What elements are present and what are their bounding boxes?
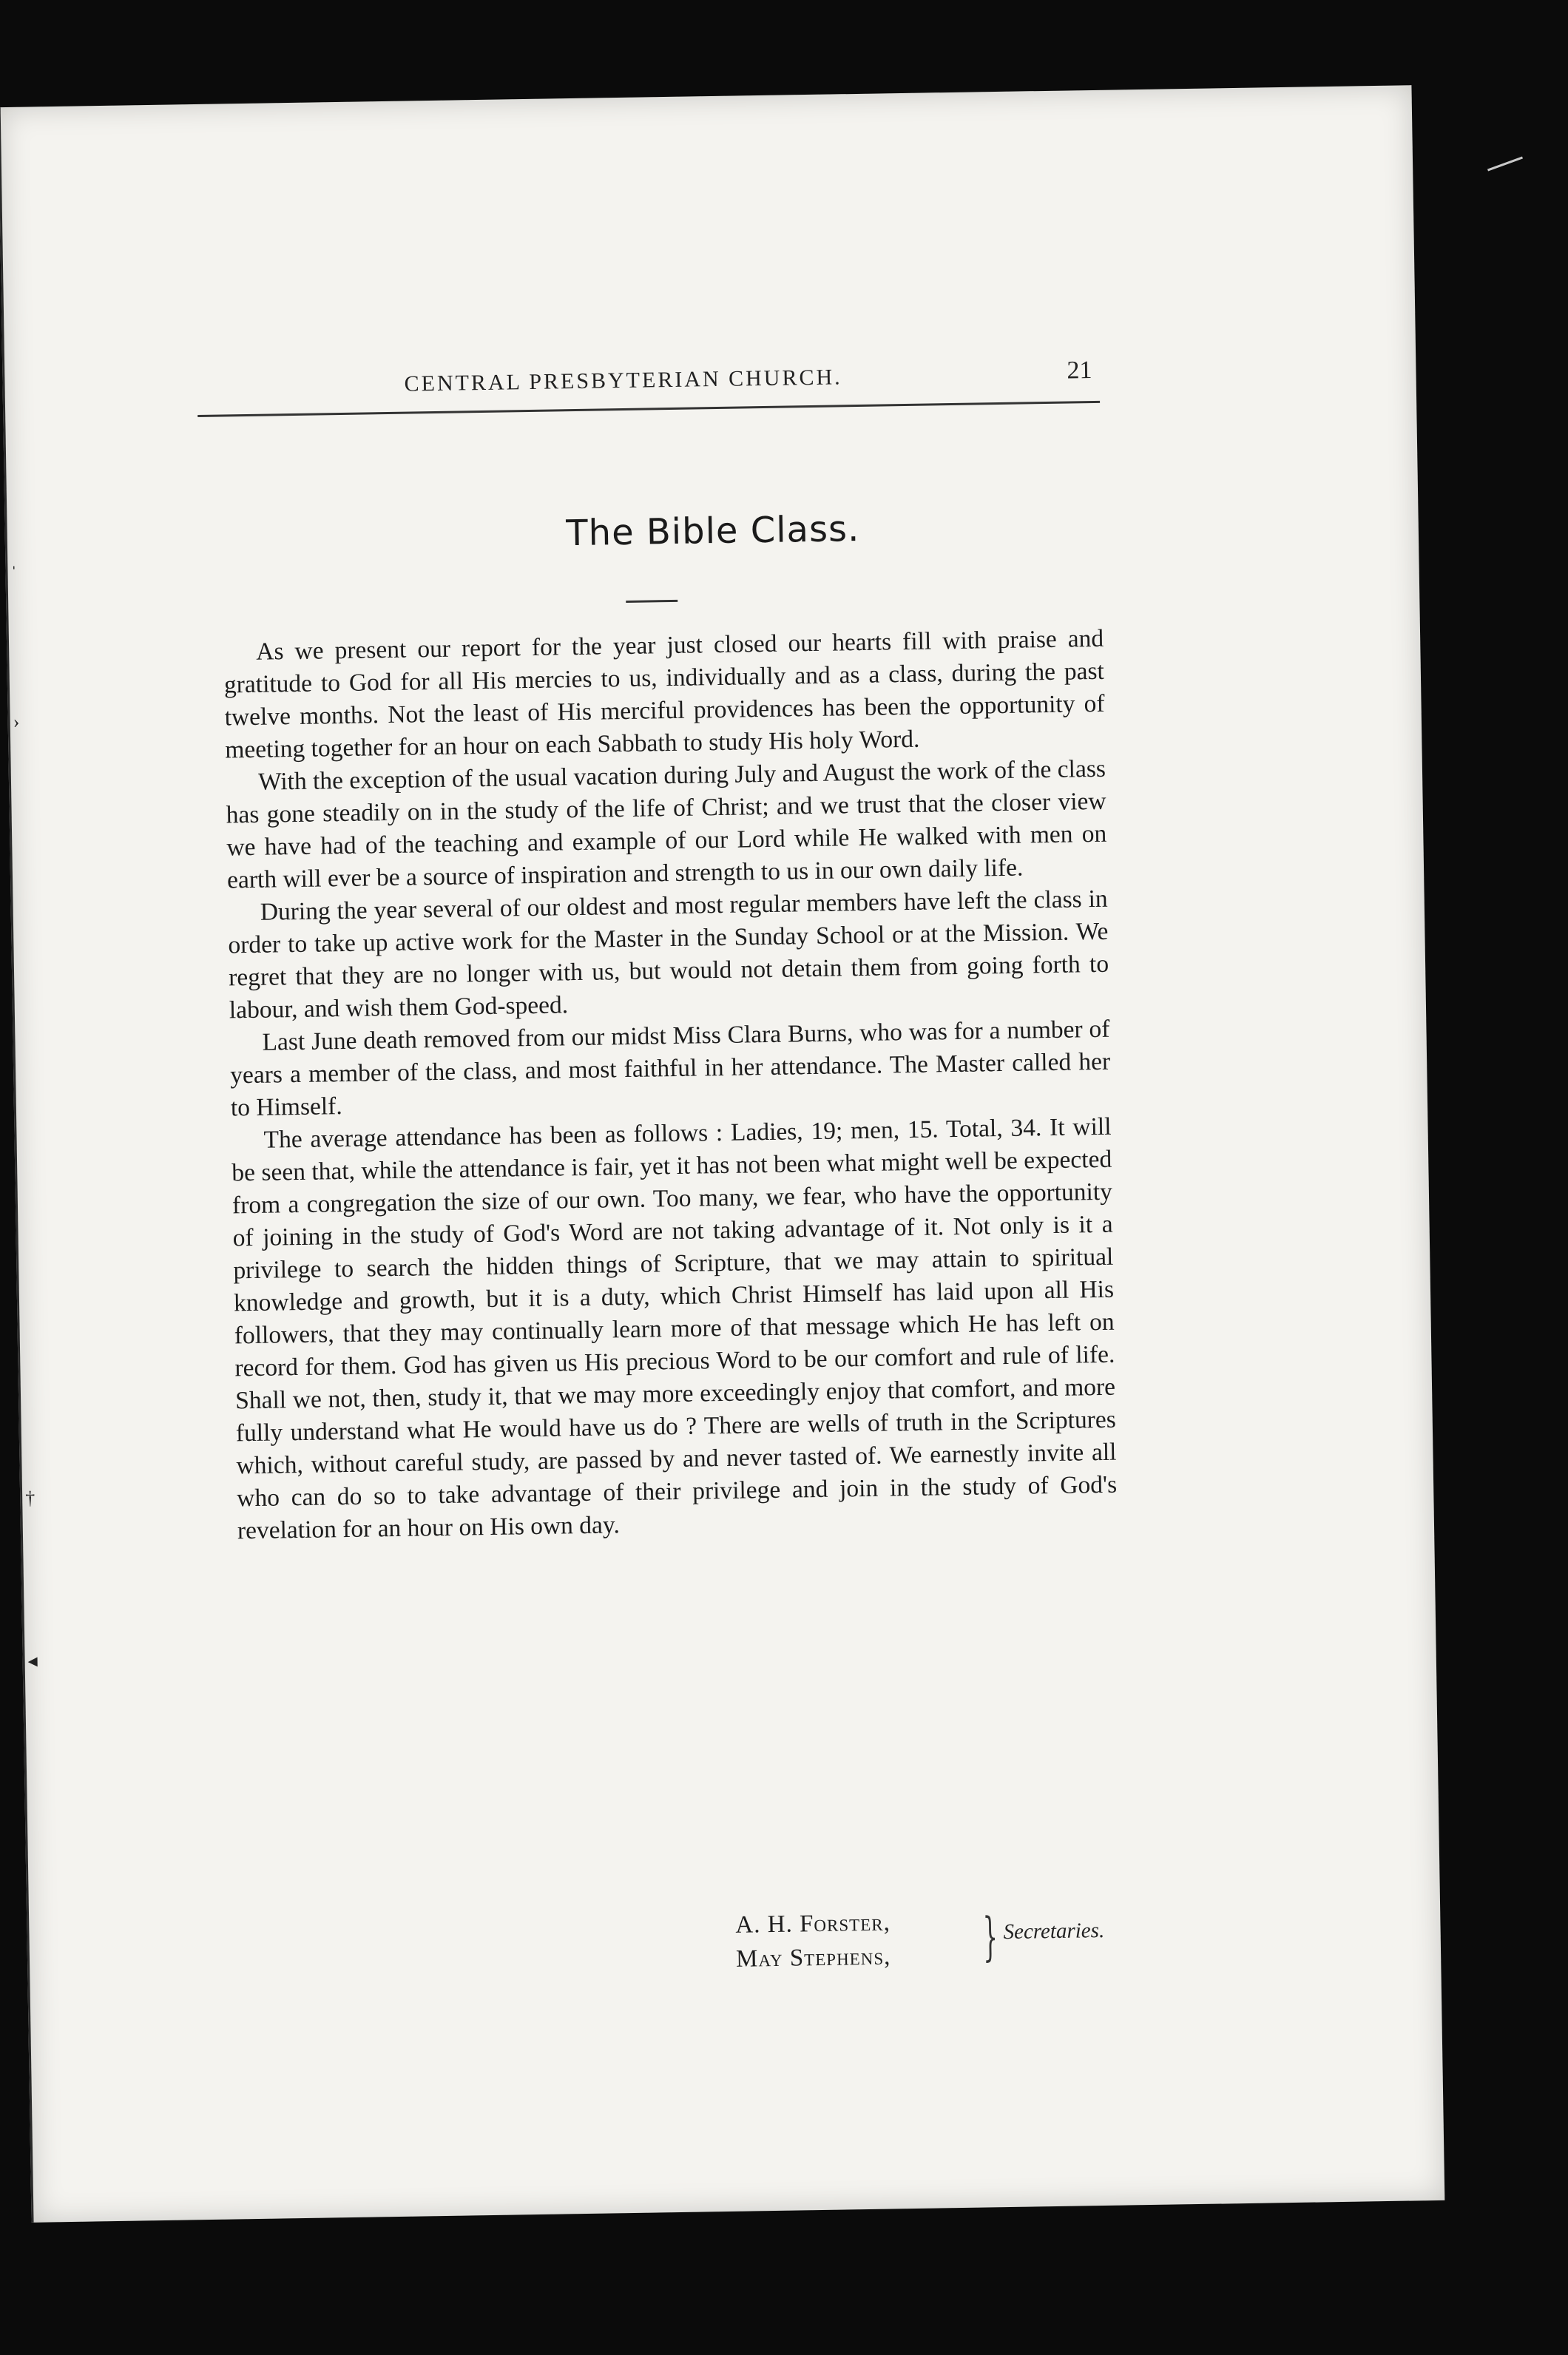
page-number: 21 xyxy=(1067,357,1092,385)
book-page xyxy=(0,85,1444,2223)
paragraph: During the year several of our oldest and most regular members have left the class in order to take up active work for the Master in the Sunday School or at the Mission. We regret that they are no longer with us, but would not detain them from going forth to labour, and wish them God-speed. xyxy=(228,885,1109,1024)
section-title: The Bible Class. xyxy=(565,507,860,555)
paragraph: With the exception of the usual vacation during July and August the work of the class has gone steadily on in the study of the life of Christ; and we trust that the closer view we have had of the teaching and example of our Lord while He walked with men on earth will ever be a source of inspiration and strength to us in our own daily life. xyxy=(226,754,1107,894)
report-body xyxy=(223,623,1118,1548)
brace: } xyxy=(982,1906,998,1967)
gutter-mark: ˌ xyxy=(10,547,18,570)
paragraph: Last June death removed from our midst Miss Clara Burns, who was for a number of years a member of the class, and most faithful in her attendance. The Master called her to Himself. xyxy=(229,1015,1111,1122)
paragraph: As we present our report for the year just closed our hearts fill with praise and gratitude to God for all His mercies to us, individually and as a class, during the past twelve months. Not the least of His merciful providences has been the opportunity of meeting together for an hour on each Sabbath to study His holy Word. xyxy=(223,624,1105,764)
gutter-mark: † xyxy=(24,1487,36,1509)
running-head: CENTRAL PRESBYTERIAN CHURCH. xyxy=(404,365,842,396)
signatory-role: Secretaries. xyxy=(1003,1918,1105,1945)
signatories xyxy=(735,1906,891,1976)
paragraph: The average attendance has been as follows : Ladies, 19; men, 15. Total, 34. It will be seen that, while the attendance is fair, yet it has not been what might well be expected from a congregation the size of our own. Too many, we fear, who have the opportunity of joining in the study of God's Word are not taking advantage of it. Not only is it a privilege to search the hidden things of Scripture, that we may attain to spiritual knowledge and growth, but it is a duty, which Christ Himself has laid upon all His followers, that they may continually learn more of that message which He has left on record for them. God has given us His precious Word to be our comfort and rule of life. Shall we not, then, study it, that we may more exceedingly enjoy that comfort, and more fully understand what He would have us do ? There are wells of truth in the Scriptures which, without careful study, are passed by and never tasted of. We earnestly invite all who can do so to take advantage of their privilege and join in the study of God's revelation for an hour on His own day. xyxy=(232,1112,1118,1545)
gutter-mark: › xyxy=(13,710,20,732)
signatory-name: A. H. Forster, xyxy=(735,1909,891,1939)
gutter-mark: ◂ xyxy=(27,1649,38,1672)
signature-block xyxy=(735,1902,1151,1990)
page-header xyxy=(197,357,1100,417)
scan-edge-mark xyxy=(1487,157,1523,172)
signatory-name: May Stephens, xyxy=(735,1943,891,1973)
title-rule xyxy=(626,600,677,603)
